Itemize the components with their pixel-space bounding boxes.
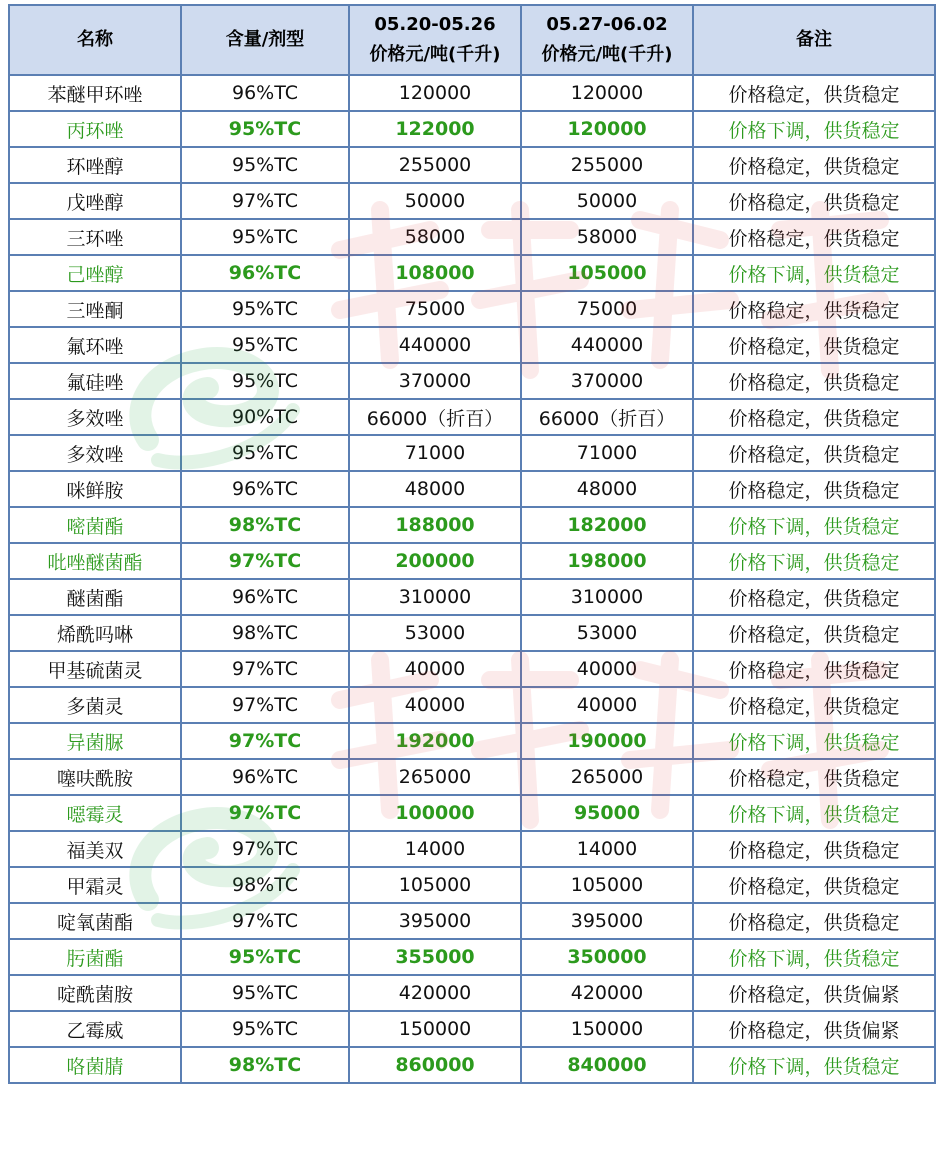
cell-price-week2: 75000 bbox=[521, 291, 693, 327]
cell-name: 三唑酮 bbox=[9, 291, 181, 327]
cell-content: 95%TC bbox=[181, 147, 349, 183]
header-name: 名称 bbox=[9, 5, 181, 75]
cell-name: 多效唑 bbox=[9, 399, 181, 435]
cell-remark: 价格稳定，供货稳定 bbox=[693, 399, 935, 435]
header-content: 含量/剂型 bbox=[181, 5, 349, 75]
cell-price-week2: 190000 bbox=[521, 723, 693, 759]
cell-price-week1: 355000 bbox=[349, 939, 521, 975]
cell-name: 甲基硫菌灵 bbox=[9, 651, 181, 687]
cell-remark: 价格稳定，供货稳定 bbox=[693, 363, 935, 399]
cell-price-week2: 14000 bbox=[521, 831, 693, 867]
cell-name: 氟硅唑 bbox=[9, 363, 181, 399]
header-week2 bbox=[521, 5, 693, 75]
cell-name: 肟菌酯 bbox=[9, 939, 181, 975]
table-row bbox=[9, 75, 935, 111]
cell-name: 多菌灵 bbox=[9, 687, 181, 723]
cell-price-week1: 75000 bbox=[349, 291, 521, 327]
cell-content: 97%TC bbox=[181, 687, 349, 723]
table-row bbox=[9, 327, 935, 363]
cell-price-week1: 100000 bbox=[349, 795, 521, 831]
cell-name: 丙环唑 bbox=[9, 111, 181, 147]
table-row bbox=[9, 471, 935, 507]
table-row bbox=[9, 579, 935, 615]
cell-content: 96%TC bbox=[181, 255, 349, 291]
header-row bbox=[9, 5, 935, 75]
cell-price-week2: 40000 bbox=[521, 651, 693, 687]
cell-remark: 价格稳定，供货稳定 bbox=[693, 759, 935, 795]
table-row bbox=[9, 831, 935, 867]
cell-price-week1: 14000 bbox=[349, 831, 521, 867]
cell-price-week2: 105000 bbox=[521, 255, 693, 291]
cell-content: 97%TC bbox=[181, 543, 349, 579]
cell-price-week2: 198000 bbox=[521, 543, 693, 579]
cell-price-week2: 58000 bbox=[521, 219, 693, 255]
cell-content: 95%TC bbox=[181, 939, 349, 975]
cell-price-week1: 71000 bbox=[349, 435, 521, 471]
cell-remark: 价格稳定，供货稳定 bbox=[693, 219, 935, 255]
header-week1 bbox=[349, 5, 521, 75]
cell-price-week2: 53000 bbox=[521, 615, 693, 651]
cell-remark: 价格稳定，供货稳定 bbox=[693, 471, 935, 507]
cell-price-week2: 40000 bbox=[521, 687, 693, 723]
table-row bbox=[9, 651, 935, 687]
cell-name: 烯酰吗啉 bbox=[9, 615, 181, 651]
cell-content: 90%TC bbox=[181, 399, 349, 435]
table-row bbox=[9, 219, 935, 255]
cell-content: 96%TC bbox=[181, 759, 349, 795]
cell-price-week1: 105000 bbox=[349, 867, 521, 903]
cell-price-week1: 370000 bbox=[349, 363, 521, 399]
table-row bbox=[9, 1047, 935, 1083]
cell-remark: 价格稳定，供货稳定 bbox=[693, 327, 935, 363]
cell-remark: 价格稳定，供货稳定 bbox=[693, 651, 935, 687]
cell-name: 异菌脲 bbox=[9, 723, 181, 759]
cell-content: 97%TC bbox=[181, 651, 349, 687]
cell-price-week2: 440000 bbox=[521, 327, 693, 363]
cell-price-week2: 66000（折百） bbox=[521, 399, 693, 435]
cell-price-week2: 265000 bbox=[521, 759, 693, 795]
table-row bbox=[9, 111, 935, 147]
cell-name: 己唑醇 bbox=[9, 255, 181, 291]
table-row bbox=[9, 1011, 935, 1047]
table-row bbox=[9, 435, 935, 471]
cell-remark: 价格下调，供货稳定 bbox=[693, 939, 935, 975]
cell-price-week1: 50000 bbox=[349, 183, 521, 219]
cell-remark: 价格下调，供货稳定 bbox=[693, 795, 935, 831]
cell-content: 98%TC bbox=[181, 1047, 349, 1083]
cell-remark: 价格稳定，供货稳定 bbox=[693, 435, 935, 471]
table-row bbox=[9, 363, 935, 399]
cell-content: 95%TC bbox=[181, 435, 349, 471]
cell-remark: 价格下调，供货稳定 bbox=[693, 543, 935, 579]
cell-content: 97%TC bbox=[181, 795, 349, 831]
cell-price-week1: 150000 bbox=[349, 1011, 521, 1047]
cell-price-week1: 265000 bbox=[349, 759, 521, 795]
header-week1-dates: 05.20-05.26 bbox=[374, 14, 496, 35]
cell-price-week2: 105000 bbox=[521, 867, 693, 903]
table-row bbox=[9, 399, 935, 435]
cell-name: 乙霉威 bbox=[9, 1011, 181, 1047]
header-remark: 备注 bbox=[693, 5, 935, 75]
cell-price-week1: 440000 bbox=[349, 327, 521, 363]
cell-name: 甲霜灵 bbox=[9, 867, 181, 903]
cell-remark: 价格稳定，供货稳定 bbox=[693, 687, 935, 723]
table-row bbox=[9, 939, 935, 975]
cell-content: 97%TC bbox=[181, 903, 349, 939]
cell-name: 氟环唑 bbox=[9, 327, 181, 363]
cell-remark: 价格稳定，供货稳定 bbox=[693, 831, 935, 867]
table-row bbox=[9, 147, 935, 183]
cell-price-week1: 860000 bbox=[349, 1047, 521, 1083]
cell-price-week1: 192000 bbox=[349, 723, 521, 759]
cell-price-week1: 310000 bbox=[349, 579, 521, 615]
cell-price-week1: 48000 bbox=[349, 471, 521, 507]
cell-price-week2: 310000 bbox=[521, 579, 693, 615]
cell-content: 96%TC bbox=[181, 75, 349, 111]
cell-price-week2: 120000 bbox=[521, 111, 693, 147]
table-row bbox=[9, 903, 935, 939]
header-week2-dates: 05.27-06.02 bbox=[546, 14, 668, 35]
cell-remark: 价格稳定，供货稳定 bbox=[693, 579, 935, 615]
cell-remark: 价格稳定，供货稳定 bbox=[693, 75, 935, 111]
cell-price-week1: 53000 bbox=[349, 615, 521, 651]
cell-price-week2: 370000 bbox=[521, 363, 693, 399]
cell-content: 95%TC bbox=[181, 291, 349, 327]
cell-price-week1: 40000 bbox=[349, 687, 521, 723]
cell-content: 97%TC bbox=[181, 183, 349, 219]
table-row bbox=[9, 795, 935, 831]
cell-remark: 价格稳定，供货稳定 bbox=[693, 291, 935, 327]
cell-name: 咯菌腈 bbox=[9, 1047, 181, 1083]
cell-content: 95%TC bbox=[181, 219, 349, 255]
cell-remark: 价格稳定，供货稳定 bbox=[693, 147, 935, 183]
header-week2-unit: 价格元/吨(千升) bbox=[541, 44, 673, 65]
cell-price-week2: 48000 bbox=[521, 471, 693, 507]
cell-price-week2: 840000 bbox=[521, 1047, 693, 1083]
cell-price-week1: 200000 bbox=[349, 543, 521, 579]
cell-content: 97%TC bbox=[181, 831, 349, 867]
cell-remark: 价格稳定，供货偏紧 bbox=[693, 975, 935, 1011]
cell-name: 嘧菌酯 bbox=[9, 507, 181, 543]
cell-name: 醚菌酯 bbox=[9, 579, 181, 615]
cell-remark: 价格下调，供货稳定 bbox=[693, 723, 935, 759]
cell-name: 噻呋酰胺 bbox=[9, 759, 181, 795]
cell-name: 三环唑 bbox=[9, 219, 181, 255]
cell-name: 咪鲜胺 bbox=[9, 471, 181, 507]
cell-name: 多效唑 bbox=[9, 435, 181, 471]
cell-name: 戊唑醇 bbox=[9, 183, 181, 219]
cell-content: 95%TC bbox=[181, 975, 349, 1011]
cell-price-week1: 40000 bbox=[349, 651, 521, 687]
cell-remark: 价格稳定，供货偏紧 bbox=[693, 1011, 935, 1047]
cell-price-week2: 350000 bbox=[521, 939, 693, 975]
cell-price-week2: 395000 bbox=[521, 903, 693, 939]
cell-name: 福美双 bbox=[9, 831, 181, 867]
cell-name: 啶酰菌胺 bbox=[9, 975, 181, 1011]
cell-remark: 价格下调，供货稳定 bbox=[693, 507, 935, 543]
cell-price-week2: 150000 bbox=[521, 1011, 693, 1047]
cell-price-week2: 255000 bbox=[521, 147, 693, 183]
cell-remark: 价格稳定，供货稳定 bbox=[693, 183, 935, 219]
table-row bbox=[9, 759, 935, 795]
table-row bbox=[9, 867, 935, 903]
cell-remark: 价格稳定，供货稳定 bbox=[693, 903, 935, 939]
cell-content: 98%TC bbox=[181, 867, 349, 903]
cell-content: 97%TC bbox=[181, 723, 349, 759]
cell-content: 96%TC bbox=[181, 579, 349, 615]
header-week1-unit: 价格元/吨(千升) bbox=[369, 44, 501, 65]
cell-price-week1: 122000 bbox=[349, 111, 521, 147]
cell-price-week1: 66000（折百） bbox=[349, 399, 521, 435]
cell-price-week2: 420000 bbox=[521, 975, 693, 1011]
table-row bbox=[9, 255, 935, 291]
cell-price-week2: 182000 bbox=[521, 507, 693, 543]
cell-price-week2: 50000 bbox=[521, 183, 693, 219]
table-row bbox=[9, 723, 935, 759]
table-row bbox=[9, 183, 935, 219]
cell-name: 吡唑醚菌酯 bbox=[9, 543, 181, 579]
table-row bbox=[9, 615, 935, 651]
cell-price-week1: 395000 bbox=[349, 903, 521, 939]
cell-content: 95%TC bbox=[181, 1011, 349, 1047]
table-row bbox=[9, 975, 935, 1011]
cell-content: 96%TC bbox=[181, 471, 349, 507]
cell-content: 95%TC bbox=[181, 111, 349, 147]
cell-name: 苯醚甲环唑 bbox=[9, 75, 181, 111]
cell-price-week1: 58000 bbox=[349, 219, 521, 255]
cell-price-week2: 71000 bbox=[521, 435, 693, 471]
cell-price-week1: 255000 bbox=[349, 147, 521, 183]
cell-remark: 价格下调，供货稳定 bbox=[693, 255, 935, 291]
cell-content: 95%TC bbox=[181, 327, 349, 363]
cell-remark: 价格稳定，供货稳定 bbox=[693, 867, 935, 903]
cell-content: 98%TC bbox=[181, 615, 349, 651]
table-row bbox=[9, 507, 935, 543]
cell-content: 95%TC bbox=[181, 363, 349, 399]
cell-name: 环唑醇 bbox=[9, 147, 181, 183]
cell-price-week2: 120000 bbox=[521, 75, 693, 111]
cell-price-week1: 108000 bbox=[349, 255, 521, 291]
table-row bbox=[9, 687, 935, 723]
cell-name: 啶氧菌酯 bbox=[9, 903, 181, 939]
cell-price-week1: 420000 bbox=[349, 975, 521, 1011]
cell-remark: 价格下调，供货稳定 bbox=[693, 111, 935, 147]
table-body bbox=[9, 75, 935, 1083]
table-row bbox=[9, 291, 935, 327]
table-row bbox=[9, 543, 935, 579]
price-table bbox=[8, 4, 936, 1084]
cell-remark: 价格下调，供货稳定 bbox=[693, 1047, 935, 1083]
cell-price-week1: 120000 bbox=[349, 75, 521, 111]
cell-remark: 价格稳定，供货稳定 bbox=[693, 615, 935, 651]
cell-price-week2: 95000 bbox=[521, 795, 693, 831]
cell-content: 98%TC bbox=[181, 507, 349, 543]
cell-price-week1: 188000 bbox=[349, 507, 521, 543]
cell-name: 噁霉灵 bbox=[9, 795, 181, 831]
